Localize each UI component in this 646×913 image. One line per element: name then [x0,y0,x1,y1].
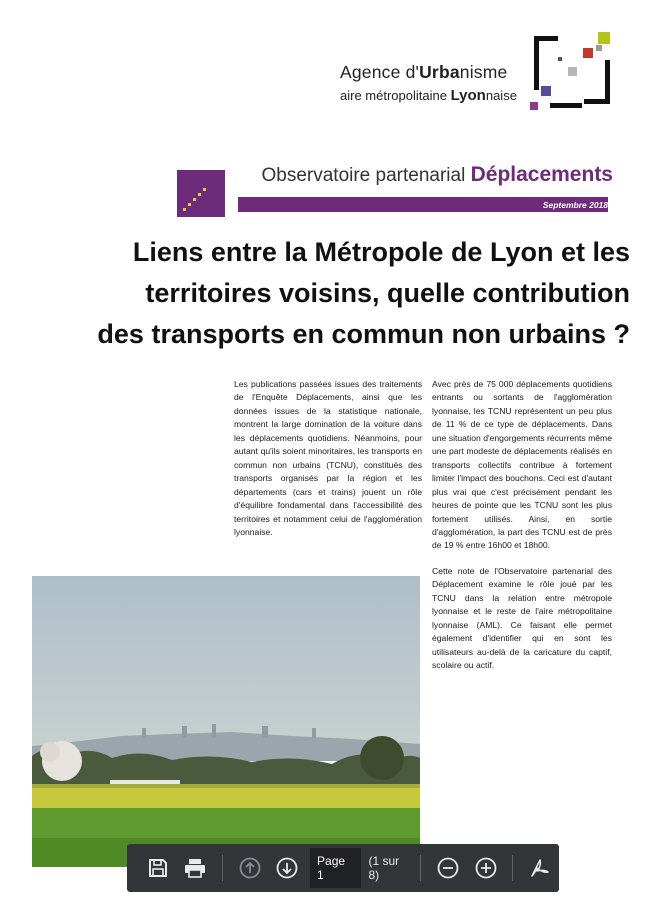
zoom-out-button[interactable] [433,853,463,883]
previous-page-icon [238,856,262,880]
paragraph: Cette note de l'Observatoire partenarial des Déplacement examine le rôle joué par les TCNU dans la relation entre métropole lyonnaise et le reste de l'aire métropolitaine lyonnaise (AML). Ce faisant elle permet également d'identifier qui en sont les utilisateurs au-delà de la caricature du captif, scolaire ou actif. [432,565,612,671]
page-number-field[interactable]: Page 1 [310,848,361,888]
title-line: des transports en commun non urbains ? [97,319,630,349]
previous-page-button[interactable] [235,853,265,883]
zoom-out-icon [436,856,460,880]
agency-name [340,62,530,104]
open-in-acrobat-button[interactable] [525,853,555,883]
title-line: Liens entre la Métropole de Lyon et les [132,237,630,267]
next-page-button[interactable] [273,853,303,883]
zoom-in-icon [474,856,498,880]
toolbar-separator [512,855,513,881]
pdf-toolbar [127,844,559,892]
observatoire-logo-square [177,170,225,217]
save-button[interactable] [143,853,173,883]
save-icon [147,857,169,879]
agency-logo [528,30,612,114]
agency-line1: Agence d'Urbanisme [340,62,508,82]
paragraph: Avec près de 75 000 déplacements quotidiens entrants ou sortants de l'agglomération lyonnaise, les TCNU représentent un peu plus de 11 % de ce type de déplacements. Dans une situation d'engorgements récurrents même une part modeste de déplacements réalisés en transports collectifs contribue à fortement limiter l'impact des bouchons. Ceci est d'autant plus vrai que c'est précisément pendant les heures de pointe que les TCNU sont les plus fortement utilisés. Ainsi, en sortie d'agglomération, la part des TCNU est de près de 19 % entre 16h00 et 18h00. [432,379,612,551]
landscape-photo [32,576,420,867]
print-icon [183,857,207,879]
intro-column-1: Les publications passées issues des traitements de l'Enquête Déplacements, ainsi que les données issues de la statistique nationale, montrent la large domination de la voiture dans les déplacements quotidiens. Néanmoins, pour autant qu'ils soient minoritaires, les transports en commun non urbains (TCNU), constitués des transports organisés par la région et les départements (cars et trains) jouent un rôle d'équilibre fondamental dans l'accessibilité des territoires et notamment celui de l'agglomération lyonnaise. [234,379,422,537]
intro-column-2 [432,378,612,685]
next-page-icon [275,856,299,880]
page-total: (1 sur 8) [368,854,400,882]
agency-line2: aire métropolitaine Lyonnaise [340,87,517,104]
toolbar-separator [420,855,421,881]
document-title [20,232,630,355]
acrobat-icon [528,856,552,880]
title-line: territoires voisins, quelle contribution [145,278,630,308]
toolbar-separator [222,855,223,881]
print-button[interactable] [181,853,211,883]
observatoire-title: Observatoire partenarial Déplacements [261,163,613,186]
zoom-in-button[interactable] [471,853,501,883]
publication-date: Septembre 2018 [542,200,608,210]
